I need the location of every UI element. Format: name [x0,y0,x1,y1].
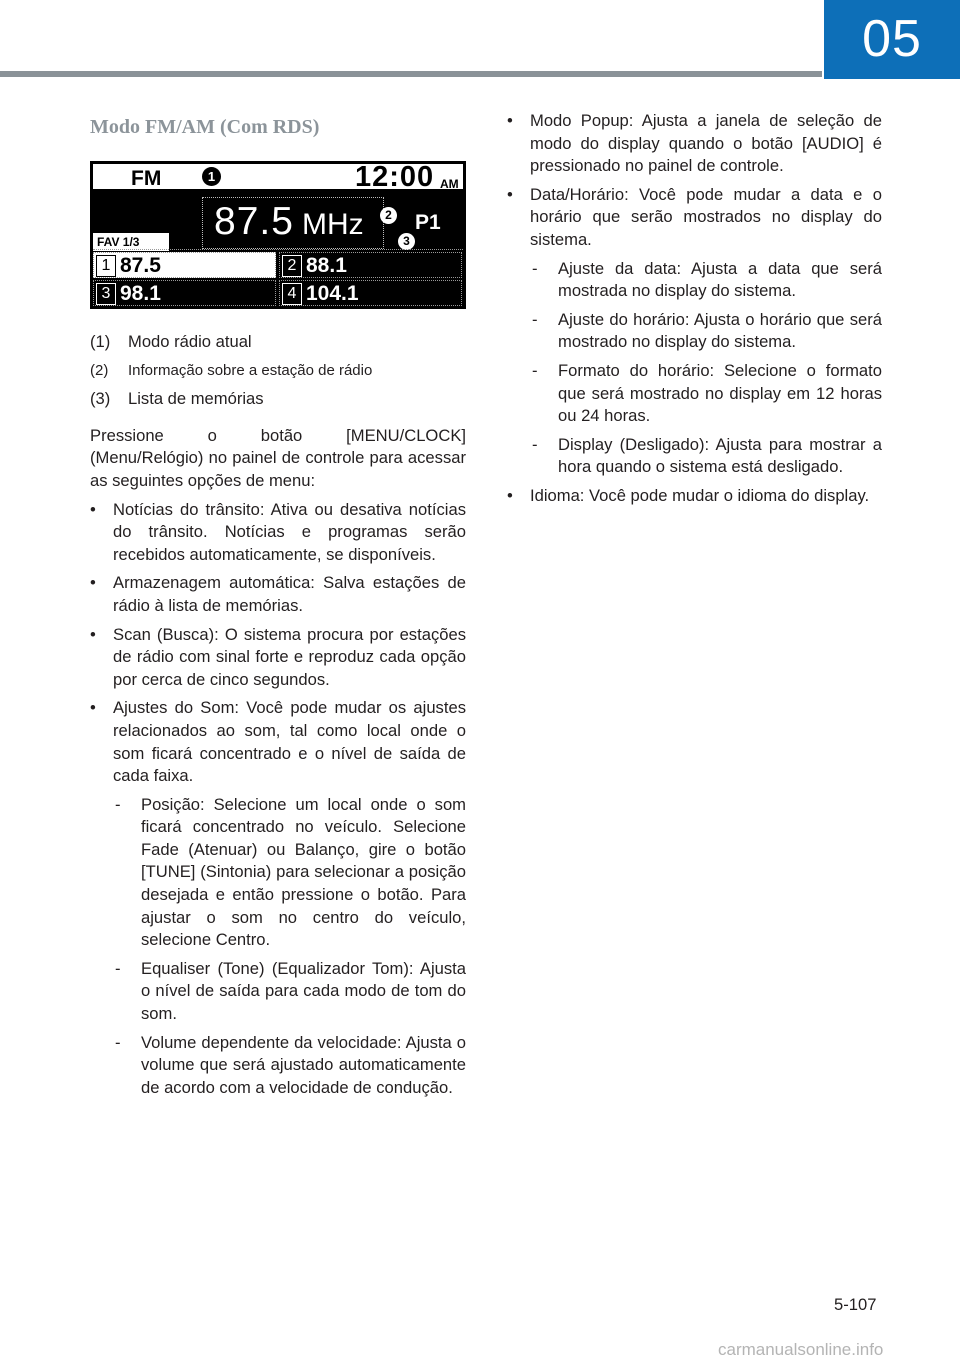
preset-number: 2 [282,255,302,277]
bullet-text: Armazenagem automática: Salva estações de rádio à lista de memórias. [113,573,466,615]
legend-item: (3) Lista de memórias [90,389,264,409]
radio-header-bar [93,161,463,193]
radio-frequency: 87.5 [214,200,294,243]
preset-item [279,280,462,306]
preset-item [93,280,276,306]
dash-marker: - [532,360,538,380]
bullet-text: Idioma: Você pode mudar o idioma do display. [530,485,870,505]
sub-item-text: Ajuste do horário: Ajusta o horário que será mostrado no display do sistema. [558,309,882,352]
sub-item [530,258,882,303]
sub-item [530,360,882,428]
callout-2: 2 [380,207,397,224]
bullet-marker: • [90,573,96,593]
preset-item [279,252,462,278]
dash-marker: - [532,434,538,454]
legend-item: (1) Modo rádio atual [90,332,252,351]
dash-marker: - [115,958,121,978]
bullet-item [90,624,466,692]
bullet-item [507,110,882,178]
bullet-marker: • [90,499,96,519]
left-column [90,110,466,1105]
menu-options-list-left [90,499,466,1100]
bullet-marker: • [507,184,513,204]
legend-item: (2) Informação sobre a estação de rádio [90,361,373,379]
favorites-label: FAV 1/3 [93,233,169,251]
figure-legend [90,331,466,411]
bullet-item [90,499,466,567]
preset-list [93,249,463,307]
sub-item [530,434,882,479]
dash-marker: - [115,1032,121,1052]
preset-number: 1 [96,255,116,277]
preset-item [93,252,276,278]
bullet-item [507,184,882,479]
sub-item [113,1032,466,1100]
radio-clock: 12:00 [355,161,435,193]
callout-1: 1 [202,167,221,186]
chapter-tab: 05 [824,0,960,79]
bullet-marker: • [90,624,96,644]
bullet-item [90,697,466,1099]
callout-3: 3 [398,233,415,250]
bullet-text: Ajustes do Som: Você pode mudar os ajustes relacionados ao som, tal como local onde o som ficará concentrado e o nível de saída de cada faixa. [113,698,466,786]
dash-marker: - [115,794,121,814]
sub-item-text: Volume dependente da velocidade: Ajusta o volume que será ajustado automaticamente de acordo com a velocidade de condução. [141,1032,466,1097]
bullet-item [507,485,882,508]
preset-frequency: 87.5 [120,254,161,277]
preset-frequency: 88.1 [306,254,347,277]
page-number: 5-107 [834,1295,877,1314]
sub-list [530,258,882,479]
section-title: Modo FM/AM (Com RDS) [90,116,320,138]
sub-list [113,794,466,1100]
radio-ampm: AM [440,177,459,191]
bullet-text: Scan (Busca): O sistema procura por estações de rádio com sinal forte e reproduz cada opção por cerca de cinco segundos. [113,624,466,689]
radio-display-illustration [90,161,466,309]
radio-mode: FM [131,167,162,190]
radio-frequency-unit: MHz [302,208,364,241]
watermark: carmanualsonline.info [718,1340,884,1359]
preset-frequency: 98.1 [120,282,161,305]
radio-preset: P1 [415,211,441,234]
bullet-marker: • [507,111,513,130]
bullet-text: Notícias do trânsito: Ativa ou desativa notícias do trânsito. Notícias e programas serão recebidos automaticamente, se disponíveis. [113,499,466,564]
preset-number: 3 [96,283,116,305]
bullet-marker: • [90,698,96,718]
preset-number: 4 [282,283,302,305]
sub-item [113,794,466,952]
dash-marker: - [532,258,538,278]
sub-item [530,309,882,354]
right-column [507,110,882,514]
sub-item-text: Equaliser (Tone) (Equalizador Tom): Ajusta o nível de saída para cada modo de tom do som. [141,958,466,1024]
intro-paragraph: Pressione o botão [MENU/CLOCK] (Menu/Relógio) no painel de controle para acessar as seguintes opções de menu: [90,425,466,490]
preset-frequency: 104.1 [306,282,359,305]
sub-item-text: Formato do horário: Selecione o formato que será mostrado no display em 12 horas ou 24 horas. [558,360,882,426]
sub-item [113,958,466,1026]
bullet-item [90,572,466,617]
header-rule [0,71,822,77]
bullet-text: Data/Horário: Você pode mudar a data e o horário que serão mostrados no display do sistema. [530,184,882,249]
sub-item-text: Posição: Selecione um local onde o som ficará concentrado no veículo. Selecione Fade (Atenuar) ou Balanço, gire o botão [TUNE] (Sintonia) para selecionar a posição desejada e então pressione o botão. Para ajustar o som no centro do veículo, selecione Centro. [141,794,466,950]
dash-marker: - [532,309,538,329]
bullet-marker: • [507,485,513,505]
sub-item-text: Ajuste da data: Ajusta a data que será mostrada no display do sistema. [558,258,882,301]
sub-item-text: Display (Desligado): Ajusta para mostrar a hora quando o sistema está desligado. [558,434,882,477]
menu-options-list-right [507,110,882,508]
bullet-text: Modo Popup: Ajusta a janela de seleção de modo do display quando o botão [AUDIO] é pressionado no painel de controle. [530,111,882,176]
